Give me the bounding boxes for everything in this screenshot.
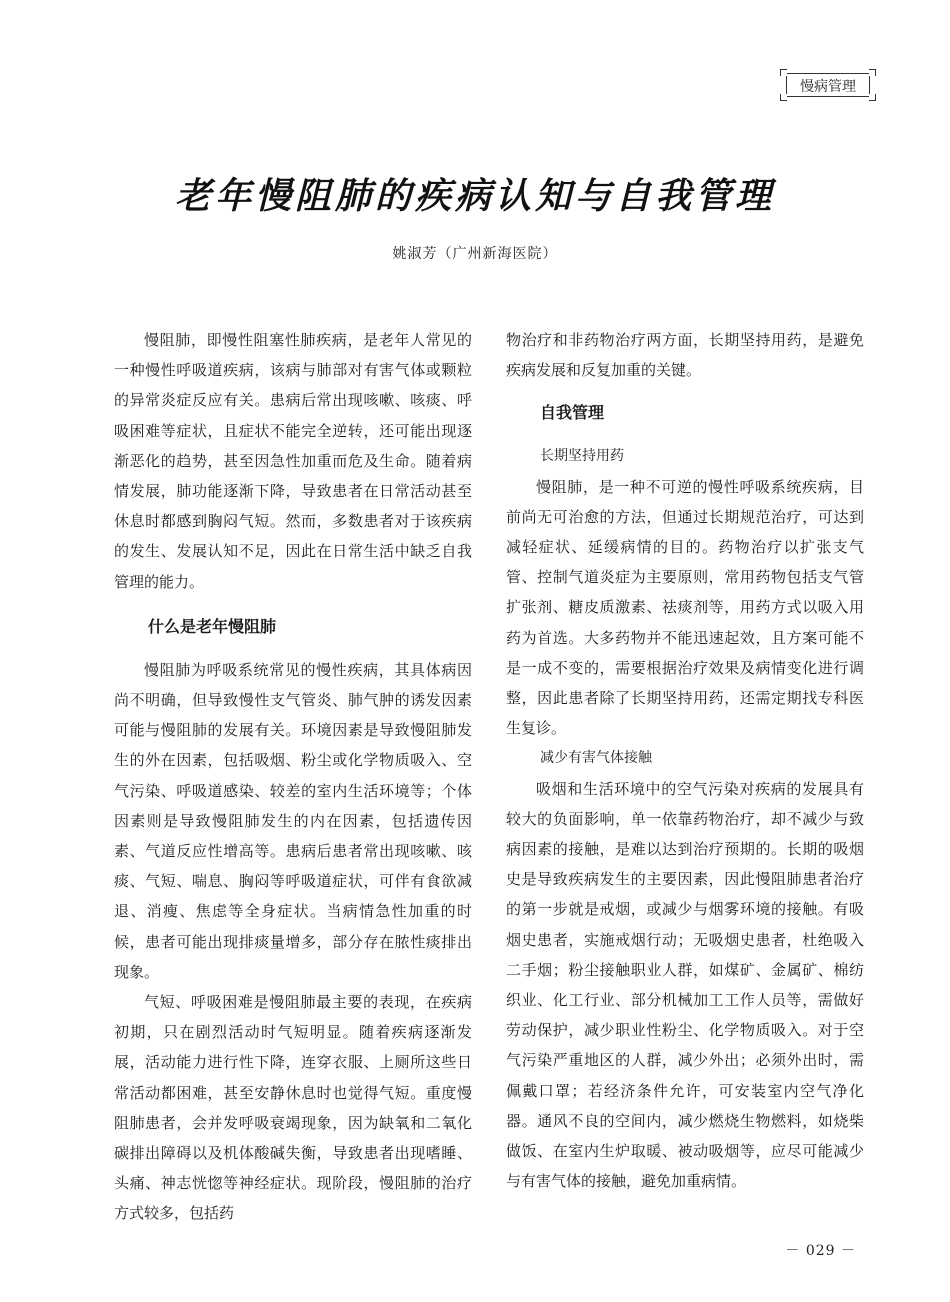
subheading-reduce-harmful-gas: 减少有害气体接触 — [540, 750, 652, 767]
right-column — [506, 325, 864, 1196]
section-tag-label: 慢病管理 — [800, 79, 856, 95]
subheading-long-term-medication: 长期坚持用药 — [540, 448, 624, 465]
page-number: － 029 － — [785, 1243, 856, 1259]
continuation-paragraph: 物治疗和非药物治疗两方面，长期坚持用药，是避免疾病发展和反复加重的关键。 — [506, 331, 864, 380]
section-tag — [780, 69, 876, 101]
section-heading-what-is-copd: 什么是老年慢阻肺 — [148, 616, 277, 636]
corner-ornament — [869, 69, 876, 76]
section-heading-self-management: 自我管理 — [540, 403, 605, 423]
intro-paragraph: 慢阻肺，即慢性阻塞性肺疾病，是老年人常见的一种慢性呼吸道疾病，该病与肺部对有害气体或颗粒的异常炎症反应有关。患病后常出现咳嗽、咳痰、呼吸困难等症状，且症状不能完全逆转，还可能出现逐渐恶化的趋势，甚至因急性加重而危及生命。随着病情发展，肺功能逐渐下降，导致患者在日常活动甚至休息时都感到胸闷气短。然而，多数患者对于该疾病的发生、发展认知不足，因此在日常生活中缺乏自我管理的能力。 — [114, 331, 472, 591]
body-paragraph: 吸烟和生活环境中的空气污染对疾病的发展具有较大的负面影响，单一依靠药物治疗，却不减少与致病因素的接触，是难以达到治疗预期的。长期的吸烟史是导致疾病发生的主要因素，因此慢阻肺患者治疗的第一步就是戒烟，或减少与烟雾环境的接触。有吸烟史患者，实施戒烟行动；无吸烟史患者，杜绝吸入二手烟；粉尘接触职业人群，如煤矿、金属矿、棉纺织业、化工行业、部分机械加工工作人员等，需做好劳动保护，减少职业性粉尘、化学物质吸入。对于空气污染严重地区的人群，减少外出；必须外出时，需佩戴口罩；若经济条件允许，可安装室内空气净化器。通风不良的空间内，减少燃烧生物燃料，如烧柴做饭、在室内生炉取暖、被动吸烟等，应尽可能减少与有害气体的接触，避免加重病情。 — [506, 779, 864, 1191]
body-paragraph: 慢阻肺为呼吸系统常见的慢性疾病，其具体病因尚不明确，但导致慢性支气管炎、肺气肿的诱发因素可能与慢阻肺的发展有关。环境因素是导致慢阻肺发生的外在因素，包括吸烟、粉尘或化学物质吸入、空气污染、呼吸道感染、较差的室内生活环境等；个体因素则是导致慢阻肺发生的内在因素，包括遗传因素、气道反应性增高等。患病后患者常出现咳嗽、咳痰、气短、喘息、胸闷等呼吸道症状，可伴有食欲减退、消瘦、焦虑等全身症状。当病情急性加重的时候，患者可能出现排痰量增多，部分存在脓性痰排出现象。 — [114, 660, 472, 981]
corner-ornament — [780, 69, 787, 76]
body-paragraph: 气短、呼吸困难是慢阻肺最主要的表现，在疾病初期，只在剧烈活动时气短明显。随着疾病逐渐发展，活动能力进行性下降，连穿衣服、上厕所这些日常活动都困难，甚至安静休息时也觉得气短。重度慢阻肺患者，会并发呼吸衰竭现象，因为缺氧和二氧化碳排出障碍以及机体酸碱失衡，导致患者出现嗜睡、头痛、神志恍惚等神经症状。现阶段，慢阻肺的治疗方式较多，包括药 — [114, 993, 472, 1223]
article-title: 老年慢阻肺的疾病认知与自我管理 — [174, 176, 775, 217]
article-author: 姚淑芳（广州新海医院） — [392, 246, 558, 262]
body-paragraph: 慢阻肺，是一种不可逆的慢性呼吸系统疾病，目前尚无可治愈的方法，但通过长期规范治疗，可达到减轻症状、延缓病情的目的。药物治疗以扩张支气管、控制气道炎症为主要原则，常用药物包括支气管扩张剂、糖皮质激素、祛痰剂等，用药方式以吸入用药为首选。大多药物并不能迅速起效，且方案可能不是一成不变的，需要根据治疗效果及病情变化进行调整，因此患者除了长期坚持用药，还需定期找专科医生复诊。 — [506, 477, 864, 738]
left-column — [114, 325, 472, 1229]
